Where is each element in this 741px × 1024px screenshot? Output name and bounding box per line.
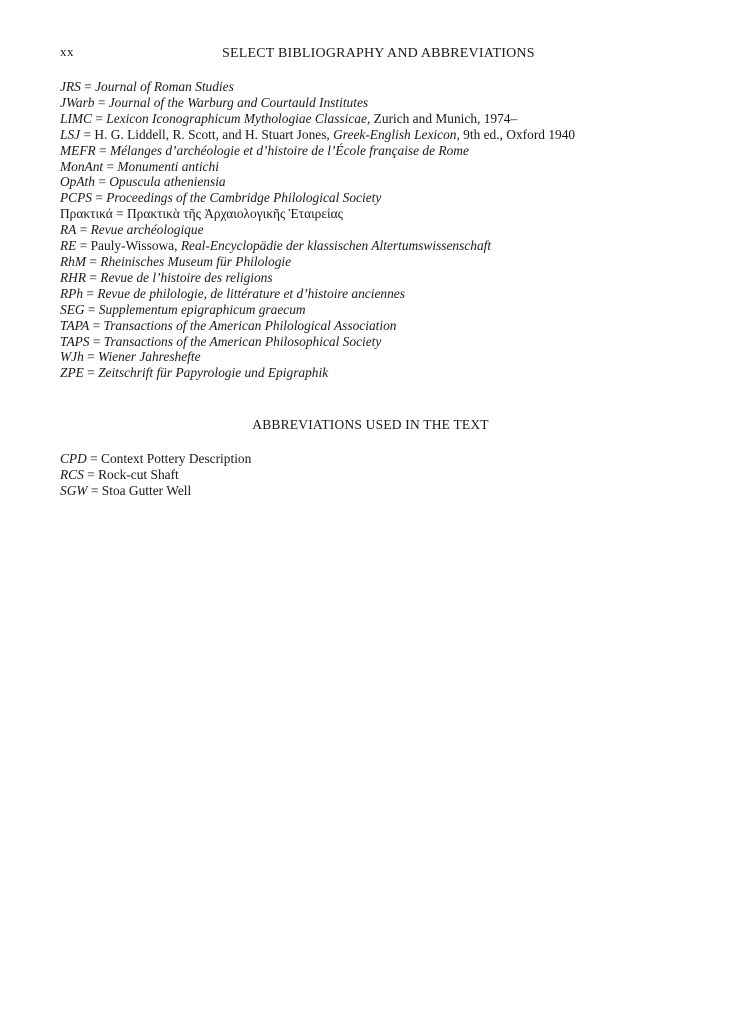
entry-definition: Revue de l’histoire des religions <box>100 269 273 285</box>
entry-details: 9th ed., Oxford 1940 <box>459 126 576 142</box>
entry-separator: = <box>112 206 127 222</box>
entry-abbreviation: RHR <box>60 269 87 285</box>
bibliography-entry <box>60 349 575 365</box>
bibliography-entry <box>60 159 575 175</box>
entry-abbreviation: SEG <box>60 301 85 317</box>
entry-abbreviation: RE <box>60 238 77 254</box>
bibliography-entry <box>60 318 575 334</box>
entry-separator: = <box>89 317 104 333</box>
entry-definition: Revue archéologique <box>90 222 204 238</box>
entry-separator: = <box>76 238 91 254</box>
entry-abbreviation: JWarb <box>60 94 95 110</box>
entry-separator: = <box>94 174 110 190</box>
entry-abbreviation: LIMC <box>60 110 92 126</box>
entry-definition: Stoa Gutter Well <box>101 482 192 498</box>
page-number: xx <box>60 44 74 59</box>
bibliography-entry <box>60 127 575 143</box>
bibliography-entry <box>60 190 575 206</box>
entry-separator: = <box>83 466 99 482</box>
bibliography-entry <box>60 174 575 190</box>
entry-separator: = <box>86 451 102 466</box>
entry-definition: Proceedings of the Cambridge Philological Society <box>106 190 382 206</box>
entry-separator: = <box>95 142 110 158</box>
entry-definition: Transactions of the American Philosophical Society <box>103 333 382 349</box>
entry-abbreviation: RCS <box>60 466 84 482</box>
entry-details: Zurich and Munich, 1974– <box>370 110 518 126</box>
entry-definition: Wiener Jahreshefte <box>98 349 201 365</box>
entry-abbreviation: PCPS <box>60 190 92 206</box>
entry-separator: = <box>80 79 96 94</box>
bibliography-entry <box>60 270 575 286</box>
entry-separator: = <box>89 333 104 349</box>
entry-separator: = <box>92 110 107 126</box>
running-head: SELECT BIBLIOGRAPHY AND ABBREVIATIONS <box>222 46 535 61</box>
entry-abbreviation: TAPA <box>60 317 90 333</box>
entry-abbreviation: RhM <box>60 253 87 269</box>
entry-separator: = <box>86 253 101 269</box>
entry-definition: Supplementum epigraphicum graecum <box>98 301 306 317</box>
entry-separator: = <box>92 190 107 206</box>
entry-definition: Zeitschrift für Papyrologie und Epigraphik <box>98 365 329 381</box>
bibliography-entry <box>60 238 575 254</box>
entry-definition: Rheinisches Museum für Philologie <box>100 253 292 269</box>
entry-definition: Rock-cut Shaft <box>98 466 179 482</box>
entry-abbreviation: CPD <box>60 451 87 466</box>
entry-abbreviation: OpAth <box>60 174 95 190</box>
bibliography-entry <box>60 222 575 238</box>
entry-abbreviation: SGW <box>60 482 88 498</box>
bibliography-entry <box>60 79 575 95</box>
entry-definition: Journal of the Warburg and Courtauld Institutes <box>108 94 369 110</box>
entry-separator: = <box>103 158 118 174</box>
bibliography-entry <box>60 111 575 127</box>
entry-abbreviation: RA <box>60 222 77 238</box>
bibliography-entry <box>60 143 575 159</box>
entry-separator: = <box>86 269 101 285</box>
entry-abbreviation: JRS <box>60 79 81 94</box>
bibliography-entry <box>60 206 575 222</box>
entry-separator: = <box>76 222 91 238</box>
entry-separator: = <box>87 482 102 498</box>
entry-abbreviation: ZPE <box>60 365 84 381</box>
bibliography-entry <box>60 95 575 111</box>
entry-definition: Context Pottery Description <box>101 451 252 466</box>
entry-definition: Revue de philologie, de littérature et d’histoire anciennes <box>97 285 405 301</box>
bibliography-entry <box>60 365 575 381</box>
entry-separator: = <box>80 126 95 142</box>
text-abbreviation-entry <box>60 483 251 499</box>
bibliography-entry <box>60 302 575 318</box>
entry-separator: = <box>84 301 99 317</box>
bibliography-entry <box>60 254 575 270</box>
section-heading: ABBREVIATIONS USED IN THE TEXT <box>252 417 489 432</box>
entry-definition: Monumenti antichi <box>117 158 219 174</box>
entry-abbreviation: TAPS <box>60 333 90 349</box>
bibliography-entry <box>60 334 575 350</box>
bibliography-list <box>60 79 575 381</box>
entry-separator: = <box>83 365 99 381</box>
entry-abbreviation: Πρακτικά <box>60 206 113 222</box>
entry-definition: Πρακτικὰ τῆς Ἀρχαιολογικῆς Ἑταιρείας <box>127 206 343 222</box>
entry-definition: Transactions of the American Philological Association <box>103 317 397 333</box>
entry-separator: = <box>83 285 98 301</box>
text-abbreviation-entry <box>60 467 251 483</box>
entry-definition: Opuscula atheniensia <box>109 174 226 190</box>
bibliography-entry <box>60 286 575 302</box>
entry-definition: Journal of Roman Studies <box>95 79 234 94</box>
text-abbreviations-list <box>60 451 251 499</box>
entry-separator: = <box>83 349 99 365</box>
entry-abbreviation: MonAnt <box>60 158 104 174</box>
entry-abbreviation: RPh <box>60 285 84 301</box>
entry-abbreviation: WJh <box>60 349 84 365</box>
entry-title: Real-Encyclopädie der klassischen Altertumswissenschaft <box>177 238 492 254</box>
text-abbreviation-entry <box>60 451 251 467</box>
entry-definition: Lexicon Iconographicum Mythologiae Classicae, <box>106 110 371 126</box>
entry-abbreviation: MEFR <box>60 142 96 158</box>
entry-separator: = <box>94 94 109 110</box>
entry-abbreviation: LSJ <box>60 126 81 142</box>
entry-definition: Pauly-Wissowa, <box>90 238 178 254</box>
entry-definition: Mélanges d’archéologie et d’histoire de l’École française de Rome <box>109 142 469 158</box>
entry-definition: H. G. Liddell, R. Scott, and H. Stuart Jones, <box>94 126 330 142</box>
entry-title: Greek-English Lexicon, <box>329 126 460 142</box>
